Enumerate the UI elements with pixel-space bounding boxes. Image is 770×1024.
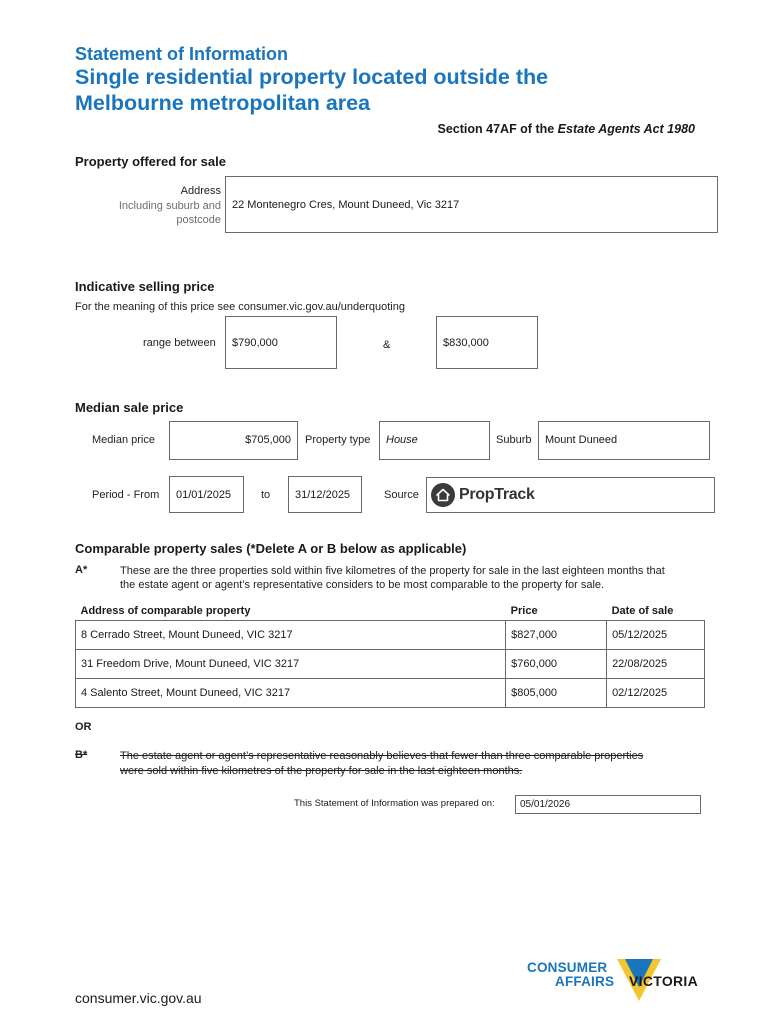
underquoting-note: For the meaning of this price see consumer.vic.gov.au/underquoting — [75, 301, 405, 313]
property-type-field[interactable]: House — [379, 421, 490, 460]
table-row — [76, 678, 705, 707]
logo-victoria-text: VICTORIA — [629, 973, 699, 989]
column-header-price: Price — [510, 604, 538, 617]
period-to-label: to — [261, 489, 271, 501]
option-b-text: The estate agent or agent’s representative reasonably believes that fewer than three comparable properties were sold within five kilometres of the property for sale in the last eighteen months. — [120, 750, 644, 777]
comparable-address-cell[interactable]: 31 Freedom Drive, Mount Duneed, VIC 3217 — [76, 649, 506, 678]
prepared-on-field[interactable]: 05/01/2026 — [515, 795, 701, 814]
median-heading: Median sale price — [75, 400, 184, 415]
consumer-affairs-victoria-logo — [527, 958, 705, 1006]
source-field[interactable] — [426, 477, 715, 513]
comparable-heading: Comparable property sales (*Delete A or B below as applicable) — [75, 541, 467, 556]
title-line-2: Melbourne metropolitan area — [75, 91, 371, 115]
proptrack-logo: PropTrack — [431, 483, 535, 507]
comparable-date-cell[interactable]: 02/12/2025 — [607, 678, 705, 707]
comparable-price-cell[interactable]: $827,000 — [506, 620, 607, 649]
source-label: Source — [384, 489, 419, 501]
indicative-heading: Indicative selling price — [75, 279, 215, 294]
comparable-date-cell[interactable]: 05/12/2025 — [607, 620, 705, 649]
price-low-field[interactable]: $790,000 — [225, 316, 337, 369]
comparable-table — [75, 602, 705, 708]
proptrack-house-icon — [431, 483, 455, 507]
comparable-price-cell[interactable]: $805,000 — [506, 678, 607, 707]
table-row — [76, 649, 705, 678]
option-a-marker: A* — [75, 564, 88, 576]
median-price-field[interactable]: $705,000 — [169, 421, 298, 460]
median-price-label: Median price — [92, 434, 155, 446]
option-a-text: These are the three properties sold within five kilometres of the property for sale in the last eighteen months that the estate agent or agent’s representative considers to be most comparable to the property for sale. — [120, 565, 665, 591]
comparable-price-cell[interactable]: $760,000 — [506, 649, 607, 678]
document-subtitle: Statement of Information — [75, 44, 289, 64]
table-row — [76, 620, 705, 649]
option-b-marker: B* — [75, 749, 88, 761]
suburb-field[interactable]: Mount Duneed — [538, 421, 710, 460]
property-heading: Property offered for sale — [75, 154, 226, 169]
comparable-date-cell[interactable]: 22/08/2025 — [607, 649, 705, 678]
address-field[interactable]: 22 Montenegro Cres, Mount Duneed, Vic 3217 — [225, 176, 718, 233]
prepared-on-label: This Statement of Information was prepared on: — [294, 798, 495, 809]
suburb-label: Suburb — [496, 434, 532, 446]
title-line-1: Single residential property located outside the — [75, 65, 549, 89]
or-label: OR — [75, 721, 92, 733]
range-ampersand: & — [383, 339, 391, 351]
logo-consumer-text: CONSUMER — [527, 960, 608, 975]
period-from-field[interactable]: 01/01/2025 — [169, 476, 244, 513]
period-to-field[interactable]: 31/12/2025 — [288, 476, 362, 513]
period-from-label: Period - From — [92, 489, 160, 501]
table-header-row — [76, 602, 705, 620]
footer-url: consumer.vic.gov.au — [75, 990, 202, 1006]
column-header-date: Date of sale — [611, 604, 674, 617]
legislation-reference: Section 47AF of the Estate Agents Act 1980 — [437, 122, 695, 136]
act-name: Estate Agents Act 1980 — [557, 122, 695, 136]
column-header-address: Address of comparable property — [80, 604, 251, 617]
document-title — [75, 64, 715, 116]
logo-affairs-text: AFFAIRS — [555, 974, 615, 989]
property-type-label: Property type — [305, 434, 371, 446]
address-label: Address Including suburb and postcode — [118, 185, 221, 226]
price-high-field[interactable]: $830,000 — [436, 316, 538, 369]
range-label: range between — [143, 337, 216, 349]
comparable-address-cell[interactable]: 4 Salento Street, Mount Duneed, VIC 3217 — [76, 678, 506, 707]
comparable-address-cell[interactable]: 8 Cerrado Street, Mount Duneed, VIC 3217 — [76, 620, 506, 649]
